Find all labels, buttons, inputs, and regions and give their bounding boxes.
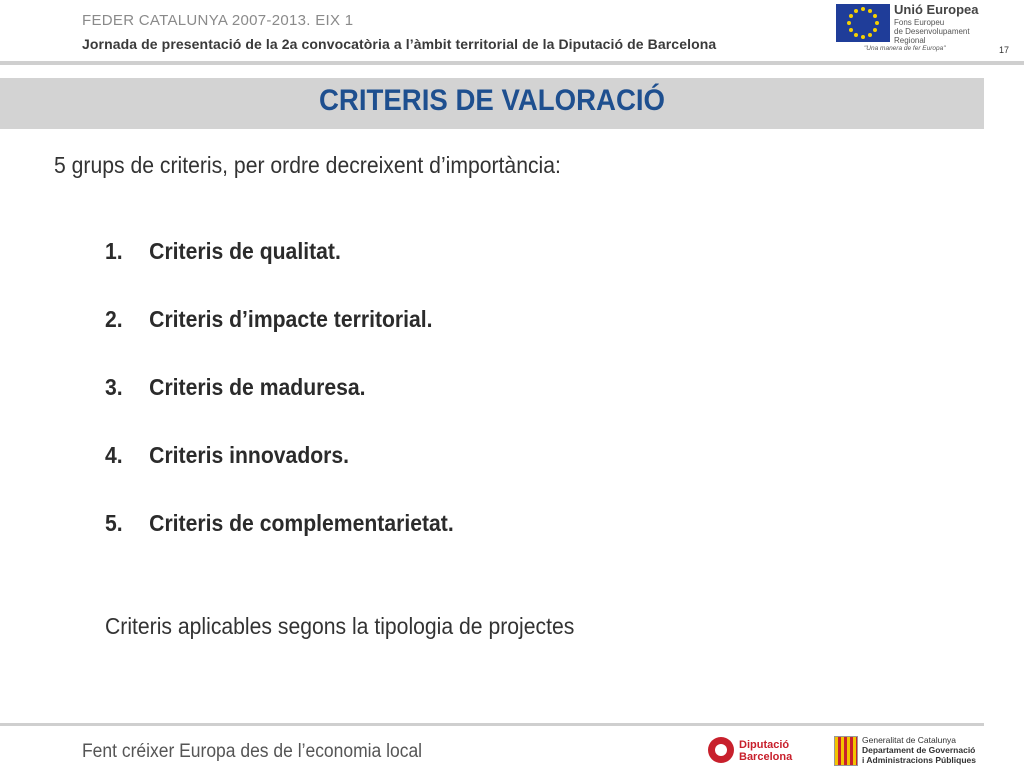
program-line: FEDER CATALUNYA 2007-2013. EIX 1: [82, 12, 354, 29]
criteria-item: [105, 510, 454, 537]
eu-title: Unió Europea: [894, 2, 979, 17]
generalitat-name: Generalitat de Catalunya: [862, 735, 957, 745]
footer-divider: [0, 723, 984, 726]
criteria-text: Criteris de qualitat.: [149, 238, 341, 264]
criteria-text: Criteris de maduresa.: [149, 374, 366, 400]
slide-title: CRITERIS DE VALORACIÓ: [318, 84, 666, 117]
generalitat-dept-1: Departament de Governació: [862, 745, 976, 755]
eu-line-3: Regional: [894, 36, 926, 45]
criteria-item: [105, 374, 366, 401]
intro-text: 5 grups de criteris, per ordre decreixent d’importància:: [54, 152, 561, 178]
criteria-item: [105, 238, 341, 265]
criteria-text: Criteris d’impacte territorial.: [149, 306, 433, 332]
eu-logo: [836, 2, 996, 54]
criteria-item: [105, 442, 349, 469]
criteria-number: 5.: [105, 510, 123, 536]
diputacio-logo: [708, 736, 808, 766]
criteria-text: Criteris innovadors.: [149, 442, 350, 468]
criteria-number: 4.: [105, 442, 123, 468]
diputacio-name: Diputació: [739, 739, 790, 751]
applicability-note: Criteris aplicables segons la tipologia de projectes: [105, 613, 575, 639]
criteria-number: 2.: [105, 306, 123, 332]
eu-line-2: de Desenvolupament: [894, 27, 970, 36]
eu-flag-icon: [836, 4, 890, 42]
header-divider: [0, 61, 1024, 65]
footer-slogan: Fent créixer Europa des de l’economia local: [82, 741, 423, 762]
page-number: 17: [999, 45, 1010, 55]
generalitat-dept-2: i Administracions Públiques: [862, 755, 976, 765]
criteria-item: [105, 306, 433, 333]
criteria-number: 3.: [105, 374, 123, 400]
event-line: Jornada de presentació de la 2a convocatòria a l’àmbit territorial de la Diputació de Barcelona: [82, 36, 717, 52]
diputacio-emblem-icon: [708, 737, 734, 763]
generalitat-logo: [834, 736, 984, 766]
criteria-number: 1.: [105, 238, 123, 264]
eu-line-1: Fons Europeu: [894, 18, 945, 27]
senyera-icon: [834, 736, 858, 766]
criteria-text: Criteris de complementarietat.: [149, 510, 454, 536]
diputacio-city: Barcelona: [739, 751, 793, 763]
eu-motto: "Una manera de fer Europa": [864, 45, 946, 52]
